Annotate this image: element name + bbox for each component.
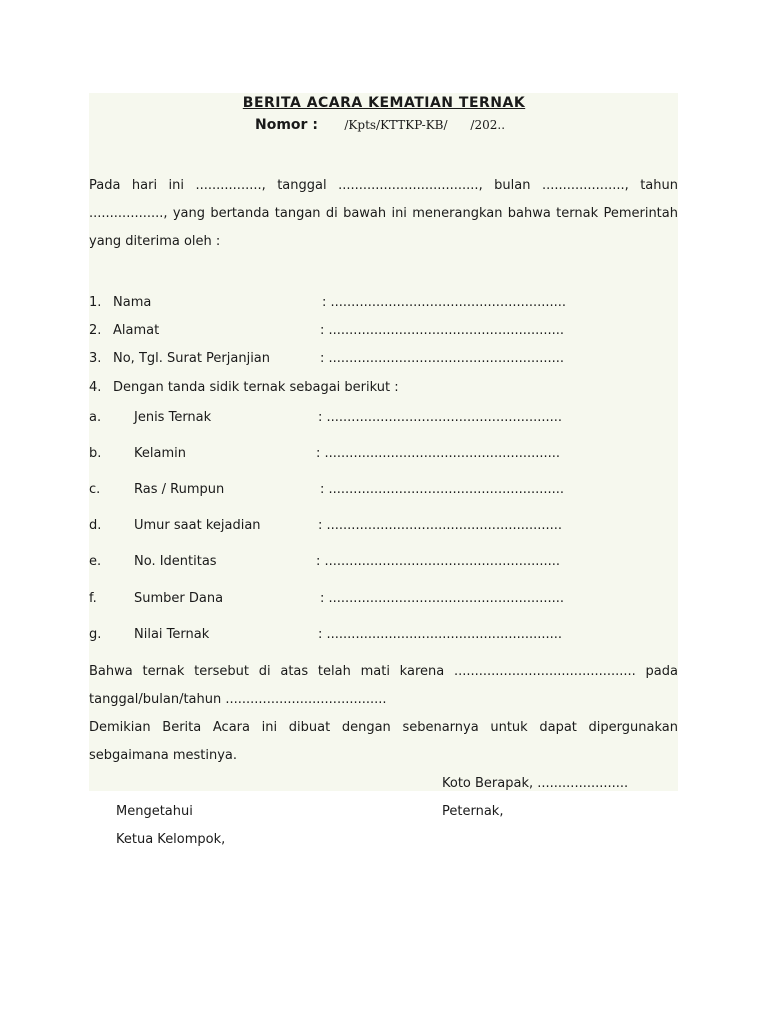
sub-item-letter: e. bbox=[89, 554, 102, 569]
sub-item-label-kelamin: Kelamin bbox=[134, 446, 186, 461]
sub-item-letter: b. bbox=[89, 446, 102, 461]
item-label-nama: Nama bbox=[113, 295, 152, 310]
nomor-value: /Kpts/KTTKP-KB/ /202.. bbox=[344, 118, 506, 132]
intro-paragraph: Pada hari ini ................, tanggal .................................., bulan ...................., tahun .................., yang bertanda tangan di bawah ini menerangkan bahwa ternak Pemerintah yang diterima oleh : bbox=[89, 178, 678, 249]
cause-paragraph: Bahwa ternak tersebut di atas telah mati karena ............................................ pada tanggal/bulan/tahun ....................................... bbox=[89, 664, 678, 707]
sub-item-label-ras-rumpun: Ras / Rumpun bbox=[134, 482, 225, 497]
sub-item-label-sumber-dana: Sumber Dana bbox=[134, 591, 224, 606]
document-number bbox=[255, 117, 505, 133]
sub-item-letter: d. bbox=[89, 518, 102, 533]
sub-item-letter: g. bbox=[89, 627, 102, 642]
item-value-nama: : ......................................................... bbox=[322, 295, 567, 310]
place-date: Koto Berapak, ...................... bbox=[442, 776, 629, 791]
sub-item-letter: f. bbox=[89, 591, 97, 606]
sub-item-letter: a. bbox=[89, 410, 102, 425]
item-label-surat-perjanjian: No, Tgl. Surat Perjanjian bbox=[113, 351, 271, 366]
sub-item-value-ras-rumpun: : ......................................................... bbox=[320, 482, 565, 497]
item-value-surat-perjanjian: : ......................................................... bbox=[320, 351, 565, 366]
document-title: BERITA ACARA KEMATIAN TERNAK bbox=[242, 95, 526, 111]
item-label-tanda-sidik: Dengan tanda sidik ternak sebagai berikut : bbox=[113, 380, 399, 395]
sub-item-label-umur: Umur saat kejadian bbox=[134, 518, 261, 533]
signatory-left-role: Ketua Kelompok, bbox=[116, 832, 226, 847]
sub-item-value-no-identitas: : ......................................................... bbox=[316, 554, 561, 569]
item-number: 3. bbox=[89, 351, 102, 366]
item-number: 2. bbox=[89, 323, 102, 338]
sub-item-value-nilai-ternak: : ......................................................... bbox=[318, 627, 563, 642]
item-label-alamat: Alamat bbox=[113, 323, 160, 338]
sub-item-value-jenis-ternak: : ......................................................... bbox=[318, 410, 563, 425]
sub-item-value-sumber-dana: : ......................................................... bbox=[320, 591, 565, 606]
sub-item-value-umur: : ......................................................... bbox=[318, 518, 563, 533]
sub-item-value-kelamin: : ......................................................... bbox=[316, 446, 561, 461]
item-number: 4. bbox=[89, 380, 102, 395]
sub-item-label-no-identitas: No. Identitas bbox=[134, 554, 217, 569]
sub-item-label-jenis-ternak: Jenis Ternak bbox=[134, 410, 212, 425]
item-number: 1. bbox=[89, 295, 102, 310]
signatory-left-title: Mengetahui bbox=[116, 804, 193, 819]
sub-item-letter: c. bbox=[89, 482, 101, 497]
nomor-label: Nomor : bbox=[255, 117, 318, 133]
signatory-right-title: Peternak, bbox=[442, 804, 504, 819]
closing-paragraph: Demikian Berita Acara ini dibuat dengan sebenarnya untuk dapat dipergunakan sebgaimana mestinya. bbox=[89, 720, 678, 763]
item-value-alamat: : ......................................................... bbox=[320, 323, 565, 338]
sub-item-label-nilai-ternak: Nilai Ternak bbox=[134, 627, 210, 642]
